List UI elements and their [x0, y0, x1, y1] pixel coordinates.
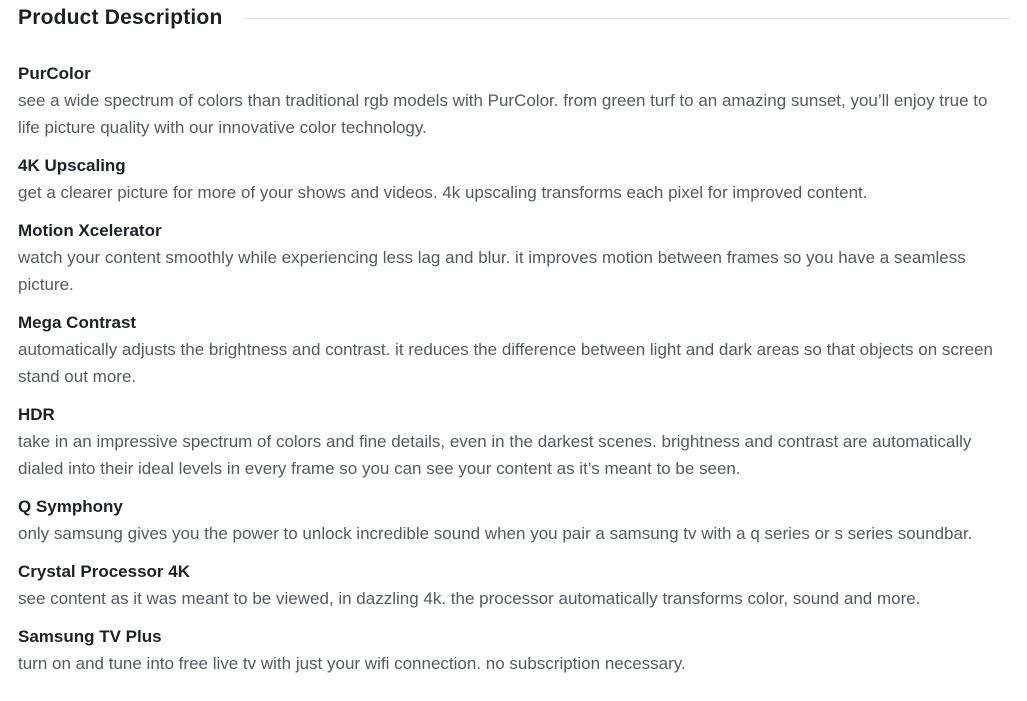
feature-title: PurColor — [18, 64, 91, 83]
feature-title: Samsung TV Plus — [18, 627, 162, 646]
feature-list — [18, 63, 1013, 677]
section-header — [18, 6, 1013, 30]
feature-item — [18, 404, 1013, 482]
feature-description: get a clearer picture for more of your shows and videos. 4k upscaling transforms each pixel for improved content. — [18, 183, 868, 202]
feature-description: turn on and tune into free live tv with just your wifi connection. no subscription necessary. — [18, 654, 686, 673]
feature-description: watch your content smoothly while experiencing less lag and blur. it improves motion between frames so you have a seamless picture. — [18, 248, 966, 294]
feature-item — [18, 155, 1013, 206]
feature-description: only samsung gives you the power to unlock incredible sound when you pair a samsung tv with a q series or s series soundbar. — [18, 524, 973, 543]
feature-title: Q Symphony — [18, 497, 123, 516]
feature-title: Mega Contrast — [18, 313, 137, 332]
feature-item — [18, 312, 1013, 390]
feature-description: see content as it was meant to be viewed, in dazzling 4k. the processor automatically transforms color, sound and more. — [18, 589, 921, 608]
feature-title: 4K Upscaling — [18, 156, 126, 175]
feature-item — [18, 63, 1013, 141]
feature-description: see a wide spectrum of colors than traditional rgb models with PurColor. from green turf to an amazing sunset, you’ll enjoy true to life picture quality with our innovative color technology. — [18, 91, 988, 137]
title-divider — [244, 18, 1011, 19]
feature-description: automatically adjusts the brightness and contrast. it reduces the difference between light and dark areas so that objects on screen stand out more. — [18, 340, 993, 386]
feature-item — [18, 496, 1013, 547]
page-title: Product Description — [18, 6, 223, 29]
feature-title: Crystal Processor 4K — [18, 562, 190, 581]
feature-item — [18, 626, 1013, 677]
feature-description: take in an impressive spectrum of colors and fine details, even in the darkest scenes. brightness and contrast are automatically dialed into their ideal levels in every frame so you can see your content as it’s meant to be seen. — [18, 432, 972, 478]
feature-item — [18, 561, 1013, 612]
feature-item — [18, 220, 1013, 298]
feature-title: HDR — [18, 405, 55, 424]
feature-title: Motion Xcelerator — [18, 221, 162, 240]
